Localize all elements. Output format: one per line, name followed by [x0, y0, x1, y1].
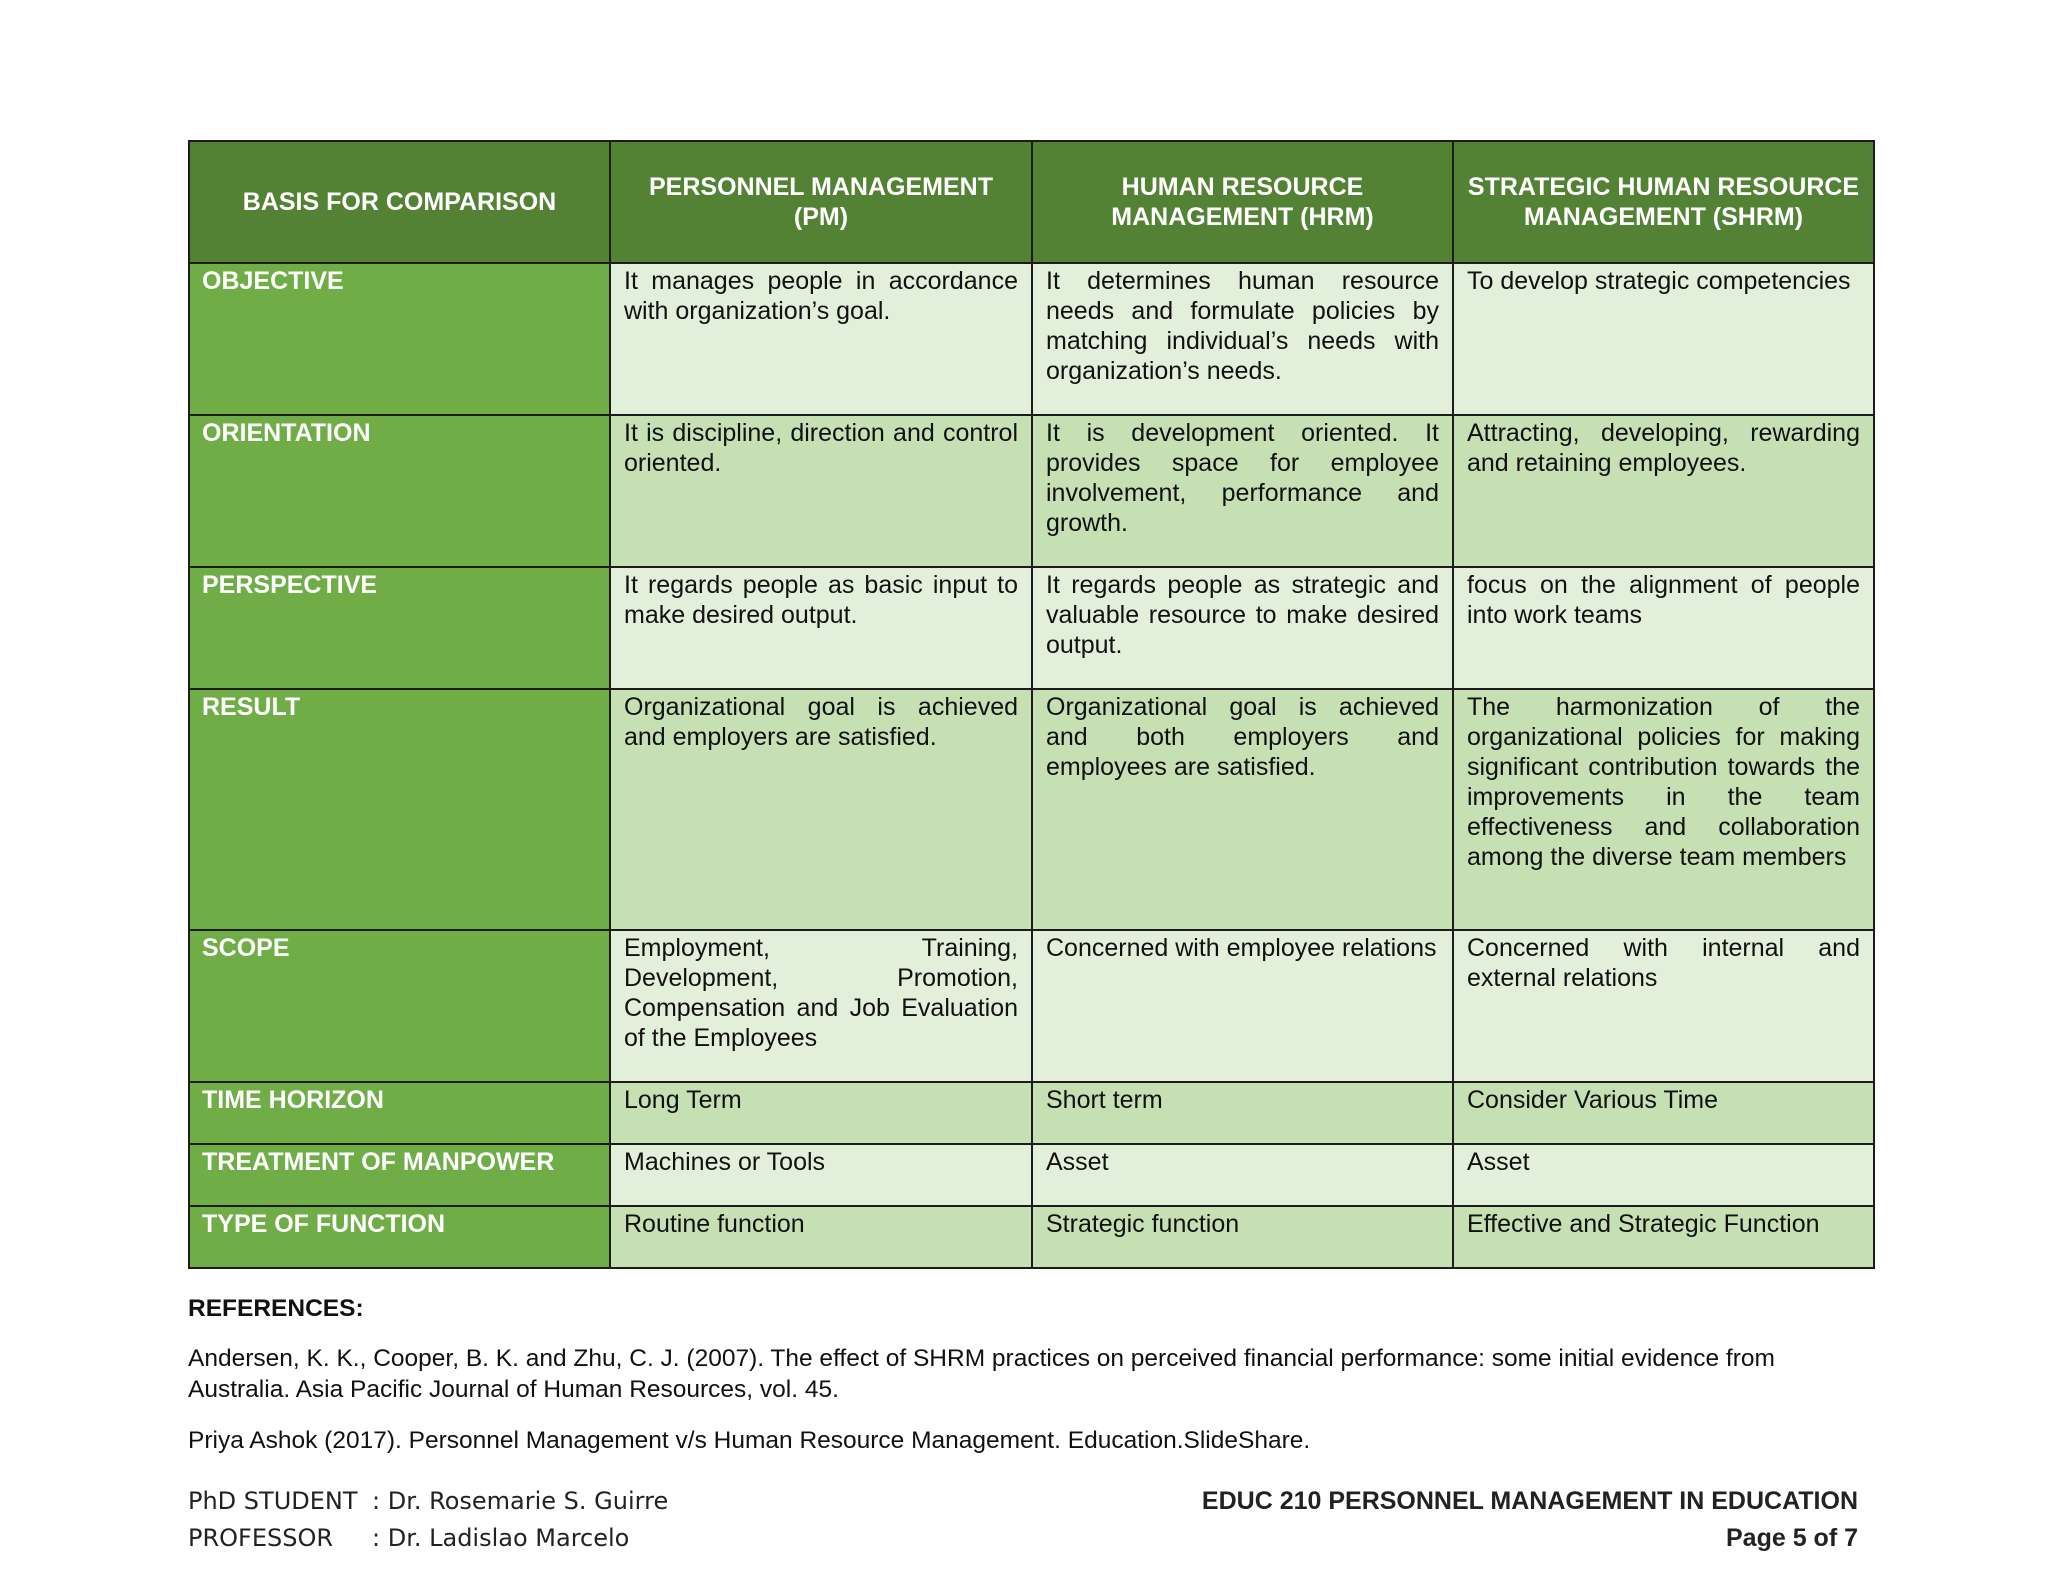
page-footer	[188, 1483, 1858, 1557]
cell-hrm: Asset	[1032, 1144, 1453, 1206]
cell-pm: Employment, Training, Development, Promotion, Compensation and Job Evaluation of the Employees	[610, 930, 1032, 1082]
cell-pm: Routine function	[610, 1206, 1032, 1268]
cell-pm: Machines or Tools	[610, 1144, 1032, 1206]
student-label: PhD STUDENT	[188, 1487, 358, 1515]
cell-shrm: Attracting, developing, rewarding and retaining employees.	[1453, 415, 1874, 567]
cell-pm: It manages people in accordance with organization’s goal.	[610, 263, 1032, 415]
table-row	[189, 415, 1874, 567]
header-basis: BASIS FOR COMPARISON	[189, 141, 610, 263]
course-title: EDUC 210 PERSONNEL MANAGEMENT IN EDUCATION	[1201, 1487, 1858, 1515]
row-basis: PERSPECTIVE	[189, 567, 610, 689]
cell-shrm: Effective and Strategic Function	[1453, 1206, 1874, 1268]
comparison-table	[188, 140, 1875, 1269]
reference-item: Priya Ashok (2017). Personnel Management v/s Human Resource Management. Education.SlideShare.	[188, 1427, 1311, 1454]
cell-shrm: focus on the alignment of people into work teams	[1453, 567, 1874, 689]
header-pm: PERSONNEL MANAGEMENT (PM)	[610, 141, 1032, 263]
cell-pm: It is discipline, direction and control oriented.	[610, 415, 1032, 567]
footer-course-info	[1202, 1483, 1858, 1557]
cell-pm: Long Term	[610, 1082, 1032, 1144]
cell-hrm: Short term	[1032, 1082, 1453, 1144]
cell-pm: It regards people as basic input to make desired output.	[610, 567, 1032, 689]
cell-shrm: Concerned with internal and external relations	[1453, 930, 1874, 1082]
references-section	[188, 1293, 1878, 1476]
cell-shrm: The harmonization of the organizational policies for making significant contribution towards the improvements in the team effectiveness and collaboration among the diverse team members	[1453, 689, 1874, 930]
reference-item: Andersen, K. K., Cooper, B. K. and Zhu, C. J. (2007). The effect of SHRM practices on perceived financial performance: some initial evidence from Australia. Asia Pacific Journal of Human Resources, vol. 45.	[188, 1345, 1775, 1403]
references-title: REFERENCES:	[188, 1295, 364, 1322]
cell-hrm: It determines human resource needs and formulate policies by matching individual’s needs with organization’s needs.	[1032, 263, 1453, 415]
table-row	[189, 689, 1874, 930]
table-row	[189, 1206, 1874, 1268]
page-number: Page 5 of 7	[1726, 1524, 1858, 1552]
footer-student-row	[188, 1483, 668, 1520]
table-row	[189, 1144, 1874, 1206]
table-row	[189, 930, 1874, 1082]
cell-hrm: Concerned with employee relations	[1032, 930, 1453, 1082]
cell-shrm: Asset	[1453, 1144, 1874, 1206]
table-row	[189, 567, 1874, 689]
cell-shrm: To develop strategic competencies	[1453, 263, 1874, 415]
student-name: : Dr. Rosemarie S. Guirre	[372, 1487, 669, 1515]
cell-shrm: Consider Various Time	[1453, 1082, 1874, 1144]
row-basis: SCOPE	[189, 930, 610, 1082]
table-header-row	[189, 141, 1874, 263]
cell-pm: Organizational goal is achieved and employers are satisfied.	[610, 689, 1032, 930]
professor-label: PROFESSOR	[188, 1524, 334, 1552]
row-basis: TYPE OF FUNCTION	[189, 1206, 610, 1268]
row-basis: RESULT	[189, 689, 610, 930]
professor-name: : Dr. Ladislao Marcelo	[372, 1524, 630, 1552]
row-basis: OBJECTIVE	[189, 263, 610, 415]
footer-people	[188, 1483, 668, 1557]
cell-hrm: It is development oriented. It provides space for employee involvement, performance and growth.	[1032, 415, 1453, 567]
row-basis: TIME HORIZON	[189, 1082, 610, 1144]
cell-hrm: It regards people as strategic and valuable resource to make desired output.	[1032, 567, 1453, 689]
header-shrm: STRATEGIC HUMAN RESOURCE MANAGEMENT (SHRM)	[1453, 141, 1874, 263]
row-basis: TREATMENT OF MANPOWER	[189, 1144, 610, 1206]
footer-professor-row	[188, 1520, 668, 1557]
row-basis: ORIENTATION	[189, 415, 610, 567]
table-row	[189, 1082, 1874, 1144]
table-row	[189, 263, 1874, 415]
cell-hrm: Organizational goal is achieved and both employers and employees are satisfied.	[1032, 689, 1453, 930]
header-hrm: HUMAN RESOURCE MANAGEMENT (HRM)	[1032, 141, 1453, 263]
cell-hrm: Strategic function	[1032, 1206, 1453, 1268]
